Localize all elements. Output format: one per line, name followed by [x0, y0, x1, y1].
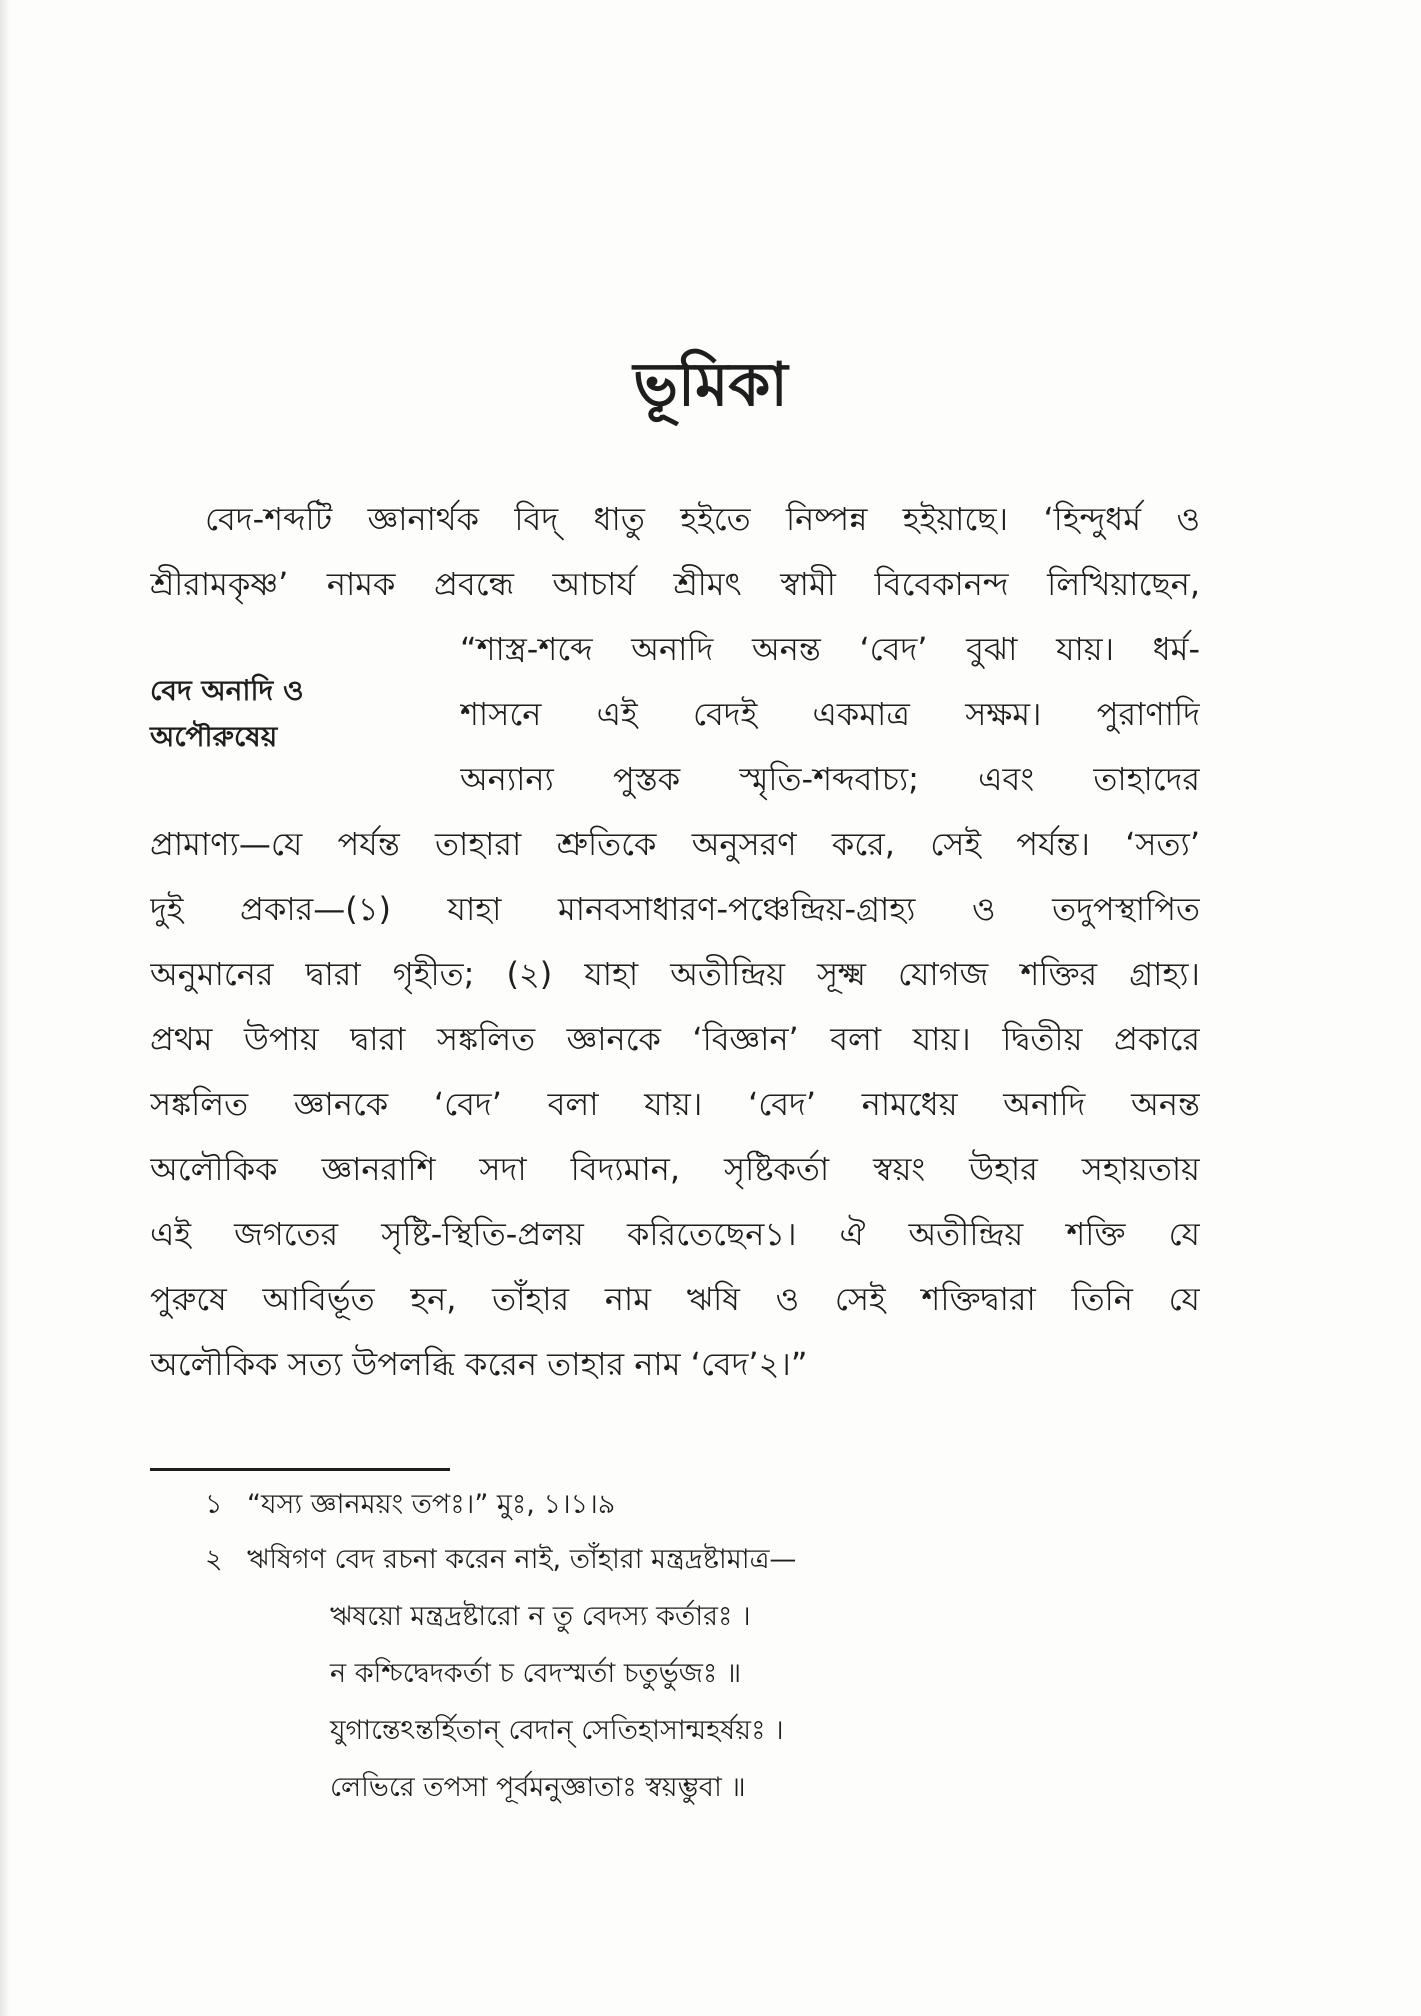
body-line-6: প্রামাণ্য—যে পর্যন্ত তাহারা শ্রুতিকে অনুসরণ করে, সেই পর্যন্ত। ‘সত্য’	[150, 825, 1200, 863]
margin-note-line-1: বেদ অনাদি ও	[150, 674, 304, 707]
body-line-14: অলৌকিক সত্য উপলব্ধি করেন তাহার নাম ‘বেদ’২।”	[150, 1345, 808, 1383]
footnote-1-text: “যস্য জ্ঞানময়ং তপঃ।” মুঃ, ১।১।৯	[247, 1489, 616, 1520]
body-line-1: বেদ-শব্দটি জ্ঞানার্থক বিদ্ ধাতু হইতে নিষ্পন্ন হইয়াছে। ‘হিন্দুধর্ম ও	[205, 500, 1200, 538]
footnote-verse-line-3: যুগান্তেঽন্তর্হিতান্ বেদান্ সেতিহাসান্মহর্ষয়ঃ ।	[330, 1715, 784, 1746]
footnote-2	[205, 1535, 796, 1585]
body-line-13: পুরুষে আবির্ভূত হন, তাঁহার নাম ঋষি ও সেই শক্তিদ্বারা তিনি যে	[150, 1280, 1200, 1318]
footnote-verse-line-2: ন কশ্চিদ্বেদকর্তা চ বেদস্মর্তা চতুর্ভুজঃ ॥	[330, 1658, 742, 1689]
page-edge-shadow	[0, 0, 10, 2016]
body-line-11: অলৌকিক জ্ঞানরাশি সদা বিদ্যমান, সৃষ্টিকর্তা স্বয়ং উহার সহায়তায়	[150, 1150, 1200, 1188]
body-line-7: দুই প্রকার—(১) যাহা মানবসাধারণ-পঞ্চেন্দ্রিয়-গ্রাহ্য ও তদুপস্থাপিত	[150, 890, 1200, 928]
footnote-divider	[150, 1468, 450, 1471]
page-title: ভূমিকা	[633, 350, 788, 420]
footnote-1-number: ১	[205, 1489, 223, 1520]
body-line-8: অনুমানের দ্বারা গৃহীত; (২) যাহা অতীন্দ্রিয় সূক্ষ্ম যোগজ শক্তির গ্রাহ্য।	[150, 955, 1200, 993]
body-line-5: অন্যান্য পুস্তক স্মৃতি-শব্দবাচ্য; এবং তাহাদের	[460, 760, 1200, 798]
body-line-2: শ্রীরামকৃষ্ণ’ নামক প্রবন্ধে আচার্য শ্রীমৎ স্বামী বিবেকানন্দ লিখিয়াছেন,	[150, 565, 1200, 603]
body-line-4: শাসনে এই বেদই একমাত্র সক্ষম। পুরাণাদি	[460, 695, 1200, 733]
body-line-12: এই জগতের সৃষ্টি-স্থিতি-প্রলয় করিতেছেন১। ঐ অতীন্দ্রিয় শক্তি যে	[150, 1215, 1200, 1253]
footnote-1	[205, 1480, 615, 1530]
footnote-2-text: ঋষিগণ বেদ রচনা করেন নাই, তাঁহারা মন্ত্রদ্রষ্টামাত্র—	[247, 1544, 797, 1575]
body-line-9: প্রথম উপায় দ্বারা সঙ্কলিত জ্ঞানকে ‘বিজ্ঞান’ বলা যায়। দ্বিতীয় প্রকারে	[150, 1020, 1200, 1058]
body-line-3: “শাস্ত্র-শব্দে অনাদি অনন্ত ‘বেদ’ বুঝা যায়। ধর্ম-	[460, 630, 1200, 668]
footnote-verse-line-4: লেভিরে তপসা পূর্বমনুজ্ঞাতাঃ স্বয়ম্ভুবা ॥	[330, 1772, 746, 1803]
body-line-10: সঙ্কলিত জ্ঞানকে ‘বেদ’ বলা যায়। ‘বেদ’ নামধেয় অনাদি অনন্ত	[150, 1085, 1200, 1123]
footnote-verse-line-1: ঋষয়ো মন্ত্রদ্রষ্টারো ন তু বেদস্য কর্তারঃ ।	[330, 1601, 751, 1632]
footnote-2-number: ২	[205, 1544, 223, 1575]
margin-note	[150, 668, 410, 760]
margin-note-line-2: অপৌরুষেয়	[150, 720, 278, 753]
